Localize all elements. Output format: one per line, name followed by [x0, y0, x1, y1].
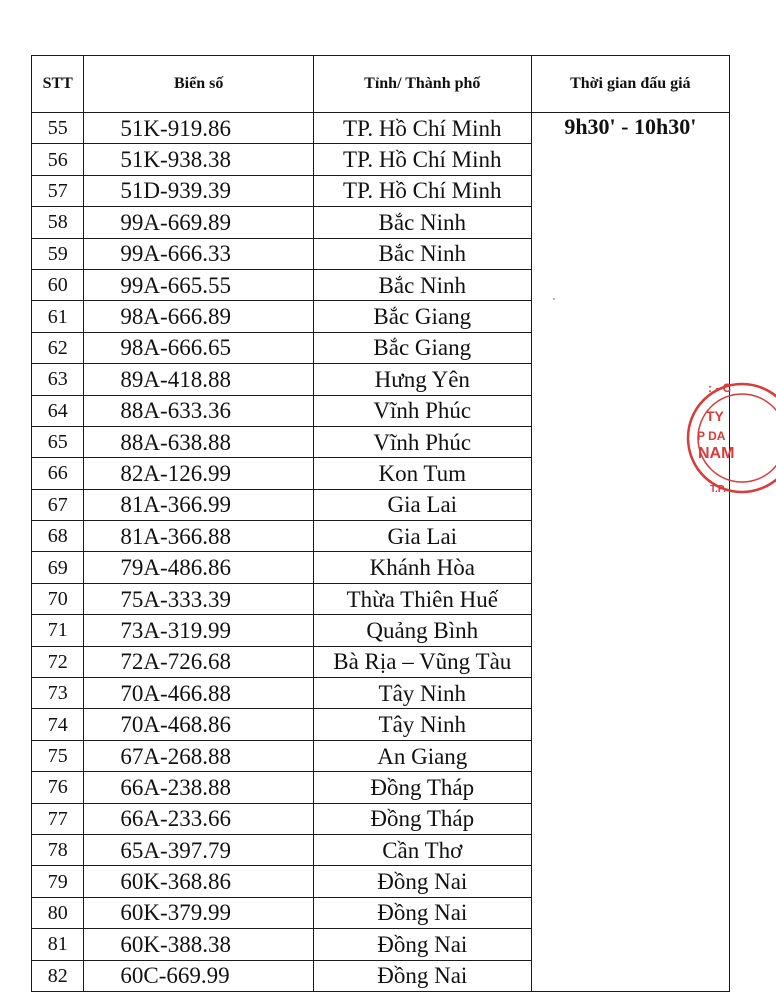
row-province: Khánh Hòa [313, 552, 531, 583]
row-plate: 51K-919.86 [84, 113, 313, 144]
row-province: Cần Thơ [313, 834, 531, 865]
row-stt: 75 [32, 740, 84, 771]
row-stt: 58 [32, 207, 84, 238]
row-plate: 66A-233.66 [84, 803, 313, 834]
table-body [32, 113, 730, 992]
row-stt: 66 [32, 458, 84, 489]
row-stt: 74 [32, 709, 84, 740]
row-province: Kon Tum [313, 458, 531, 489]
row-stt: 62 [32, 332, 84, 363]
row-plate: 65A-397.79 [84, 834, 313, 865]
row-plate: 51K-938.38 [84, 144, 313, 175]
row-plate: 70A-466.88 [84, 678, 313, 709]
row-plate: 75A-333.39 [84, 583, 313, 614]
row-province: Bắc Ninh [313, 238, 531, 269]
row-plate: 73A-319.99 [84, 615, 313, 646]
row-province: Quảng Bình [313, 615, 531, 646]
row-stt: 64 [32, 395, 84, 426]
row-stt: 57 [32, 175, 84, 206]
row-plate: 60K-379.99 [84, 897, 313, 928]
row-stt: 79 [32, 866, 84, 897]
scan-speck [553, 298, 555, 300]
row-province: Gia Lai [313, 521, 531, 552]
row-province: Gia Lai [313, 489, 531, 520]
row-stt: 56 [32, 144, 84, 175]
row-plate: 66A-238.88 [84, 772, 313, 803]
stamp-text-line-1: TY [706, 408, 724, 424]
header-time: Thời gian đấu giá [531, 56, 729, 113]
row-province: Vĩnh Phúc [313, 426, 531, 457]
svg-text:: - C: : - C [708, 381, 732, 395]
row-province: Tây Ninh [313, 678, 531, 709]
table-header-row [32, 56, 730, 113]
row-plate: 88A-638.88 [84, 426, 313, 457]
row-plate: 70A-468.86 [84, 709, 313, 740]
svg-text:T.P.: T.P. [710, 484, 726, 495]
row-stt: 69 [32, 552, 84, 583]
row-stt: 78 [32, 834, 84, 865]
stamp-text-line-2: P DA [697, 429, 726, 443]
row-province: Đồng Nai [313, 929, 531, 960]
row-province: Thừa Thiên Huế [313, 583, 531, 614]
row-province: Hưng Yên [313, 364, 531, 395]
header-plate: Biển số [84, 56, 313, 113]
header-province: Tỉnh/ Thành phố [313, 56, 531, 113]
row-plate: 88A-633.36 [84, 395, 313, 426]
row-plate: 60K-388.38 [84, 929, 313, 960]
row-province: An Giang [313, 740, 531, 771]
row-stt: 76 [32, 772, 84, 803]
row-stt: 60 [32, 269, 84, 300]
row-plate: 60C-669.99 [84, 960, 313, 991]
stamp-text-line-3: NAM [698, 445, 735, 462]
row-stt: 80 [32, 897, 84, 928]
row-province: Đồng Nai [313, 960, 531, 991]
row-stt: 67 [32, 489, 84, 520]
row-province: Bắc Ninh [313, 269, 531, 300]
row-province: TP. Hồ Chí Minh [313, 113, 531, 144]
row-plate: 81A-366.99 [84, 489, 313, 520]
row-plate: 98A-666.65 [84, 332, 313, 363]
row-stt: 82 [32, 960, 84, 991]
row-stt: 55 [32, 113, 84, 144]
row-stt: 81 [32, 929, 84, 960]
row-province: Đồng Tháp [313, 803, 531, 834]
header-stt: STT [32, 56, 84, 113]
row-province: Tây Ninh [313, 709, 531, 740]
table-row [32, 113, 730, 144]
row-stt: 71 [32, 615, 84, 646]
row-stt: 77 [32, 803, 84, 834]
row-plate: 99A-669.89 [84, 207, 313, 238]
row-province: Đồng Nai [313, 866, 531, 897]
row-plate: 98A-666.89 [84, 301, 313, 332]
row-plate: 89A-418.88 [84, 364, 313, 395]
row-stt: 59 [32, 238, 84, 269]
row-stt: 68 [32, 521, 84, 552]
row-province: TP. Hồ Chí Minh [313, 175, 531, 206]
row-province: Đồng Tháp [313, 772, 531, 803]
row-stt: 72 [32, 646, 84, 677]
row-province: Bà Rịa – Vũng Tàu [313, 646, 531, 677]
row-plate: 99A-666.33 [84, 238, 313, 269]
row-plate: 72A-726.68 [84, 646, 313, 677]
row-province: Bắc Giang [313, 301, 531, 332]
row-province: Bắc Giang [313, 332, 531, 363]
row-province: Đồng Nai [313, 897, 531, 928]
row-plate: 99A-665.55 [84, 269, 313, 300]
row-province: Bắc Ninh [313, 207, 531, 238]
row-plate: 82A-126.99 [84, 458, 313, 489]
row-plate: 81A-366.88 [84, 521, 313, 552]
row-plate: 51D-939.39 [84, 175, 313, 206]
row-stt: 73 [32, 678, 84, 709]
row-plate: 79A-486.86 [84, 552, 313, 583]
row-province: Vĩnh Phúc [313, 395, 531, 426]
row-stt: 65 [32, 426, 84, 457]
row-stt: 63 [32, 364, 84, 395]
row-plate: 67A-268.88 [84, 740, 313, 771]
row-stt: 61 [32, 301, 84, 332]
row-province: TP. Hồ Chí Minh [313, 144, 531, 175]
auction-schedule-table [31, 55, 730, 992]
row-plate: 60K-368.86 [84, 866, 313, 897]
auction-time-slot: 9h30' - 10h30' [531, 113, 729, 992]
row-stt: 70 [32, 583, 84, 614]
